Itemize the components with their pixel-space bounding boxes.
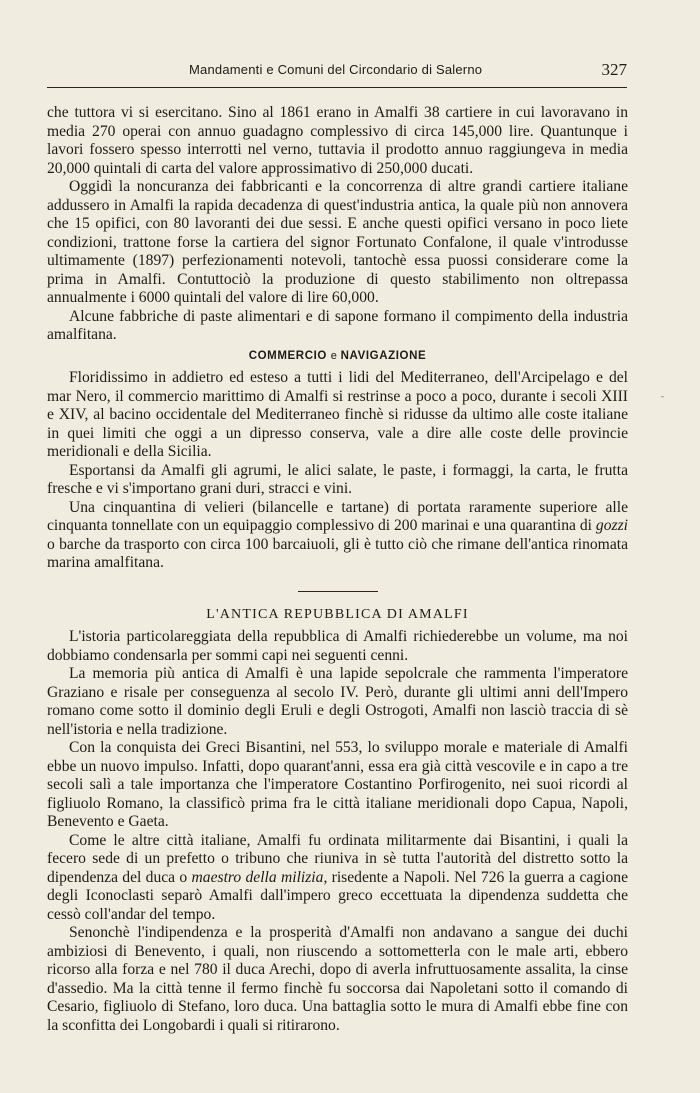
- italic-term: gozzi: [595, 517, 628, 534]
- section-heading: [47, 347, 628, 366]
- margin-mark: -: [661, 391, 664, 401]
- paragraph: L'istoria particolareggiata della repubblica di Amalfi richiederebbe un volume, ma noi dobbiamo condensarla per sommi capi nei seguenti cenni.: [47, 628, 628, 664]
- text-run: o barche da trasporto con circa 100 barcaiuoli, gli è tutto ciò che rimane dell'antica rinomata marina amalfitana.: [47, 535, 628, 571]
- paragraph: Floridissimo in addietro ed esteso a tutti i lidi del Mediterraneo, dell'Arcipelago e del mar Nero, il commercio marittimo di Amalfi si restrinse a poco a poco, durante i secoli XIII e XIV, al bacino occidentale del Mediterraneo finchè si ridusse da ultimo alle coste italiane in quei limiti che oggi a un dipresso conserva, vale a dire alle coste delle provincie meridionali e della Sicilia.: [47, 369, 628, 460]
- body-text: [47, 104, 628, 1035]
- paragraph: La memoria più antica di Amalfi è una lapide sepolcrale che rammenta l'imperatore Graziano e risale per conseguenza al secolo IV. Però, durante gli ultimi anni dell'Impero romano come sotto il dominio degli Eruli e degli Ostrogoti, Amalfi non lasciò traccia di sè nell'istoria e nella tradizione.: [47, 665, 628, 738]
- section-divider: [298, 591, 378, 592]
- header-rule: [47, 87, 627, 88]
- paragraph: che tuttora vi si esercitano. Sino al 1861 erano in Amalfi 38 cartiere in cui lavoravano in media 270 operai con annuo guadagno complessivo di circa 145,000 lire. Quantunque i lavori fossero spesso interrotti nel verno, tuttavia il prodotto annuo raggiungeva in media 20,000 quintali di carta del valore approssimativo di 250,000 ducati.: [47, 104, 628, 177]
- paragraph: Con la conquista dei Greci Bisantini, nel 553, lo sviluppo morale e materiale di Amalfi ebbe un nuovo impulso. Infatti, dopo quarant'anni, essa era già città vescovile e in capo a tre secoli salì a tale importanza che l'imperatore Costantino Porfirogenito, nei suoi ricordi al figliuolo Romano, la classificò prima fra le città italiane meridionali dopo Capua, Napoli, Benevento e Gaeta.: [47, 739, 628, 830]
- section-heading-part: COMMERCIO: [248, 349, 327, 362]
- section-heading-conjunction: e: [330, 349, 337, 362]
- paragraph: Alcune fabbriche di paste alimentari e di sapone formano il compimento della industria amalfitana.: [47, 307, 628, 343]
- chapter-title: L'ANTICA REPUBBLICA DI AMALFI: [206, 606, 469, 622]
- paragraph: Senonchè l'indipendenza e la prosperità d'Amalfi non andavano a sangue dei duchi ambiziosi di Benevento, i quali, non riuscendo a sottometterla con le male arti, ebbero ricorso alla forza e nel 780 il duca Arechi, dopo di averla infruttuosamente assalita, la cinse d'assedio. Ma la città tenne il fermo finchè fu soccorsa dai Napoletani sotto il comando di Cesario, figliuolo di Stefano, loro duca. Una battaglia sotto le mura di Amalfi ebbe fine con la sconfitta dei Longobardi i quali si ritirarono.: [47, 924, 628, 1034]
- paragraph: [47, 832, 628, 925]
- paragraph: [47, 499, 628, 573]
- running-header: [47, 62, 627, 82]
- text-run: Come le altre città italiane, Amalfi fu ordinata militarmente dai Bisantini, i quali la fecero sede di un prefetto o tribuno che riuniva in sè tutta l'autorità del distretto sotto la dipendenza del duca o: [47, 831, 628, 886]
- running-title: Mandamenti e Comuni del Circondario di Salerno: [189, 62, 483, 77]
- paragraph: Oggidì la noncuranza dei fabbricanti e la concorrenza di altre grandi cartiere italiane addussero in Amalfi la rapida decadenza di quest'industria antica, la quale più non annovera che 15 opifici, con 80 lavoranti dei due sessi. E anche questi opifici versano in poco liete condizioni, trattone forse la cartiera del signor Fortunato Confalone, il quale v'introdusse ultimamente (1897) perfezionamenti notevoli, tantochè essa puossi considerare come la prima in Amalfi. Contuttociò la produzione di questo stabilimento non oltrepassa annualmente i 6000 quintali del valore di lire 60,000.: [47, 178, 628, 306]
- text-run: , risedente a Napoli. Nel 726 la guerra a cagione degli Iconoclasti separò Amalfi dall'impero greco eccettuata la dipendenza suddetta che cessò coll'andar del tempo.: [47, 868, 629, 923]
- page-number: 327: [601, 60, 627, 79]
- section-heading-part: NAVIGAZIONE: [340, 349, 427, 362]
- italic-term: maestro della milizia: [191, 868, 324, 886]
- paragraph: Esportansi da Amalfi gli agrumi, le alici salate, le paste, i formaggi, la carta, le frutta fresche e vi s'importano grani duri, stracci e vini.: [47, 461, 628, 497]
- text-run: Una cinquantina di velieri (bilancelle e tartane) di portata raramente superiore alle cinquanta tonnellate con un equipaggio complessivo di 200 marinai e una quarantina di: [47, 498, 628, 534]
